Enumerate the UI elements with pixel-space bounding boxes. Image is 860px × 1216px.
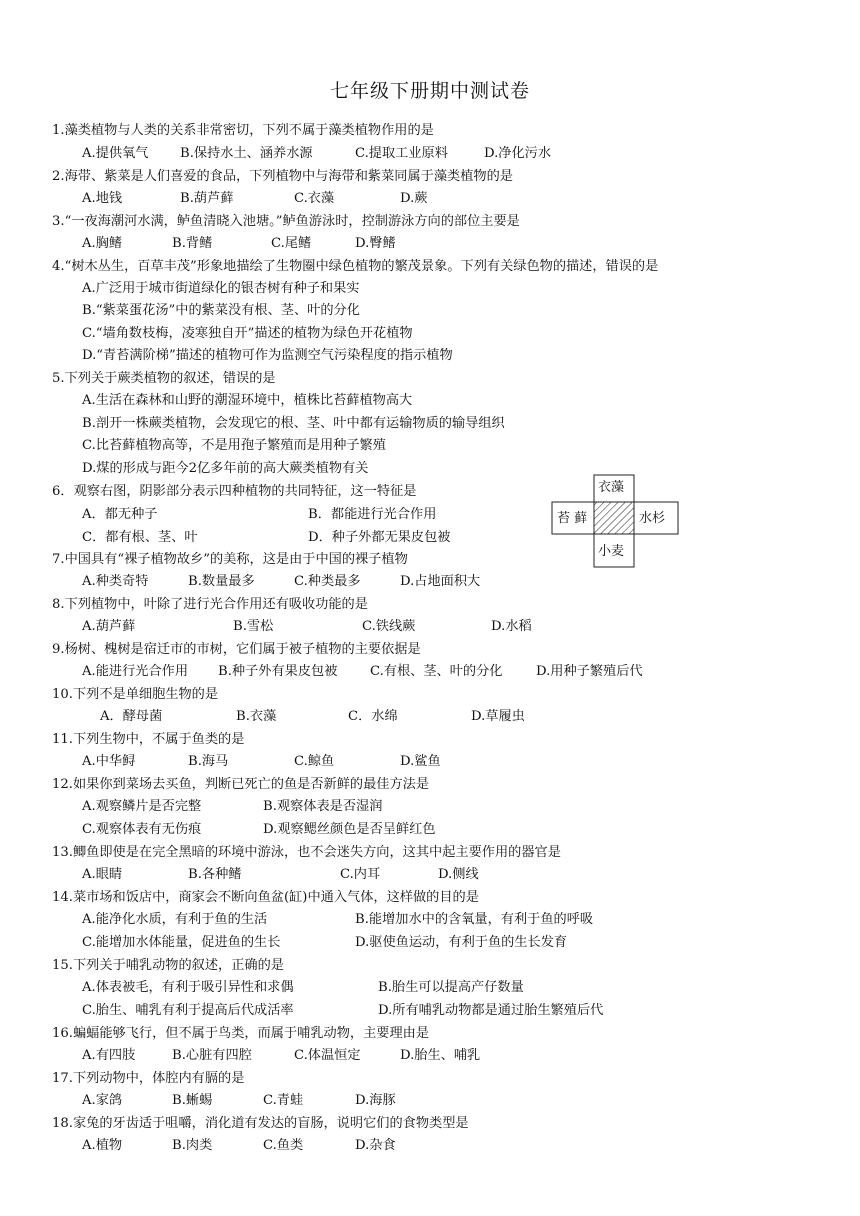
q4-option-c: C.“墙角数枝梅，凌寒独自开”描述的植物为绿色开花植物 [82,326,413,341]
q9-option-a: A.能进行光合作用 [82,664,189,679]
q9-option-b: B.种子外有果皮包被 [218,664,338,679]
q1-option-a: A.提供氧气 [82,146,149,161]
q16-option-c: C.体温恒定 [294,1048,361,1063]
q8-option-c: C.铁线蕨 [362,619,416,634]
q11-option-d: D.鲨鱼 [400,754,441,769]
q7-option-a: A.种类奇特 [82,574,149,589]
q4-option-d: D.“青苔满阶梯”描述的植物可作为监测空气污染程度的指示植物 [82,348,453,363]
page-title: 七年级下册期中测试卷 [329,80,530,102]
figure-label-right: 水杉 [639,511,666,526]
q12-option-a: A.观察鳞片是否完整 [82,799,202,814]
question-6-stem: 6．观察右图，阴影部分表示四种植物的共同特征，这一特征是 [52,484,417,499]
question-15-stem: 15.下列关于哺乳动物的叙述，正确的是 [52,958,284,973]
q10-option-d: D.草履虫 [471,709,525,724]
question-11-stem: 11.下列生物中，不属于鱼类的是 [52,732,245,747]
q17-option-d: D.海豚 [355,1093,396,1108]
q17-option-a: A.家鸽 [82,1093,123,1108]
question-16-stem: 16.蝙蝠能够飞行，但不属于鸟类，而属于哺乳动物，主要理由是 [52,1026,430,1041]
q18-option-a: A.植物 [82,1138,123,1153]
q6-option-d: D．种子外都无果皮包被 [308,530,451,545]
q10-option-c: C．水绵 [348,709,398,724]
q7-option-c: C.种类最多 [294,574,361,589]
q3-option-a: A.胸鳍 [82,236,123,251]
question-7-stem: 7.中国具有“裸子植物故乡”的美称，这是由于中国的裸子植物 [52,552,408,567]
question-12-stem: 12.如果你到菜场去买鱼，判断已死亡的鱼是否新鲜的最佳方法是 [52,777,430,792]
question-13-stem: 13.鲫鱼即使是在完全黑暗的环境中游泳，也不会迷失方向，这其中起主要作用的器官是 [52,845,561,860]
q5-option-b: B.剖开一株蕨类植物，会发现它的根、茎、叶中都有运输物质的输导组织 [82,416,505,431]
q6-option-b: B．都能进行光合作用 [308,507,437,522]
q10-option-a: A．酵母菌 [100,709,163,724]
q7-option-b: B.数量最多 [188,574,255,589]
q11-option-b: B.海马 [188,754,229,769]
q4-option-a: A.广泛用于城市街道绿化的银杏树有种子和果实 [82,281,360,296]
q16-option-b: B.心脏有四腔 [172,1048,252,1063]
q8-option-a: A.葫芦藓 [82,619,136,634]
q2-option-d: D.蕨 [400,191,428,206]
q14-option-d: D.驱使鱼运动，有利于鱼的生长发育 [355,935,568,950]
question-8-stem: 8.下列植物中，叶除了进行光合作用还有吸收功能的是 [52,597,368,612]
q8-option-b: B.雪松 [233,619,274,634]
q13-option-a: A.眼睛 [82,867,123,882]
q9-option-d: D.用种子繁殖后代 [536,664,643,679]
question-1-stem: 1.藻类植物与人类的关系非常密切，下列不属于藻类植物作用的是 [52,123,434,138]
q18-option-b: B.肉类 [172,1138,213,1153]
q2-option-c: C.衣藻 [294,191,335,206]
q8-option-d: D.水稻 [491,619,532,634]
question-3-stem: 3.“一夜海潮河水满，鲈鱼清晓入池塘。”鲈鱼游泳时，控制游泳方向的部位主要是 [52,214,520,229]
q15-option-d: D.所有哺乳动物都是通过胎生繁殖后代 [378,1003,604,1018]
q18-option-c: C.鱼类 [263,1138,304,1153]
q10-option-b: B.衣藻 [236,709,277,724]
q16-option-d: D.胎生、哺乳 [400,1048,481,1063]
figure-label-bottom: 小麦 [598,544,625,559]
q3-option-b: B.背鳍 [172,236,213,251]
q12-option-c: C.观察体表有无伤痕 [82,822,202,837]
q13-option-b: B.各种鳍 [188,867,242,882]
q13-option-d: D.侧线 [438,867,479,882]
plant-feature-diagram [551,470,681,570]
question-2-stem: 2.海带、紫菜是人们喜爱的食品，下列植物中与海带和紫菜同属于藻类植物的是 [52,169,513,184]
q1-option-d: D.净化污水 [484,146,552,161]
q13-option-c: C.内耳 [340,867,381,882]
q4-option-b: B.“紫菜蛋花汤”中的紫菜没有根、茎、叶的分化 [82,303,360,318]
question-18-stem: 18.家兔的牙齿适于咀嚼，消化道有发达的盲肠，说明它们的食物类型是 [52,1116,469,1131]
q2-option-b: B.葫芦藓 [180,191,234,206]
q14-option-a: A.能净化水质，有利于鱼的生活 [82,912,268,927]
figure-label-left: 苔 藓 [557,511,588,526]
q14-option-c: C.能增加水体能量，促进鱼的生长 [82,935,281,950]
q15-option-b: B.胎生可以提高产仔数量 [378,980,524,995]
question-10-stem: 10.下列不是单细胞生物的是 [52,687,219,702]
q18-option-d: D.杂食 [355,1138,396,1153]
q5-option-d: D.煤的形成与距今2亿多年前的高大蕨类植物有关 [82,461,369,476]
q1-option-b: B.保持水土、涵养水源 [180,146,313,161]
q7-option-d: D.占地面积大 [400,574,481,589]
q17-option-c: C.青蛙 [263,1093,304,1108]
figure-label-top: 衣藻 [598,480,625,495]
question-4-stem: 4.“树木丛生，百草丰茂”形象地描绘了生物圈中绿色植物的繁茂景象。下列有关绿色物的描述，错误的是 [52,259,659,274]
q1-option-c: C.提取工业原料 [355,146,448,161]
q2-option-a: A.地钱 [82,191,123,206]
q14-option-b: B.能增加水中的含氧量，有利于鱼的呼吸 [355,912,594,927]
q6-option-a: A．都无种子 [82,507,158,522]
q11-option-c: C.鲸鱼 [294,754,335,769]
q11-option-a: A.中华鲟 [82,754,136,769]
question-14-stem: 14.菜市场和饭店中，商家会不断向鱼盆(缸)中通入气体，这样做的目的是 [52,890,479,905]
q15-option-c: C.胎生、哺乳有利于提高后代成活率 [82,1003,294,1018]
q15-option-a: A.体表被毛，有利于吸引异性和求偶 [82,980,294,995]
question-5-stem: 5.下列关于蕨类植物的叙述，错误的是 [52,371,276,386]
q12-option-b: B.观察体表是否湿润 [263,799,383,814]
q3-option-c: C.尾鳍 [271,236,312,251]
q16-option-a: A.有四肢 [82,1048,136,1063]
q6-option-c: C．都有根、茎、叶 [82,530,198,545]
q5-option-c: C.比苔藓植物高等，不是用孢子繁殖而是用种子繁殖 [82,438,386,453]
q3-option-d: D.臀鳍 [355,236,396,251]
q5-option-a: A.生活在森林和山野的潮湿环境中，植株比苔藓植物高大 [82,393,413,408]
question-9-stem: 9.杨树、槐树是宿迁市的市树，它们属于被子植物的主要依据是 [52,642,421,657]
question-17-stem: 17.下列动物中，体腔内有膈的是 [52,1071,245,1086]
q9-option-c: C.有根、茎、叶的分化 [370,664,503,679]
shaded-center-box [594,502,634,534]
q12-option-d: D.观察鳃丝颜色是否呈鲜红色 [263,822,436,837]
q17-option-b: B.蜥蜴 [172,1093,213,1108]
